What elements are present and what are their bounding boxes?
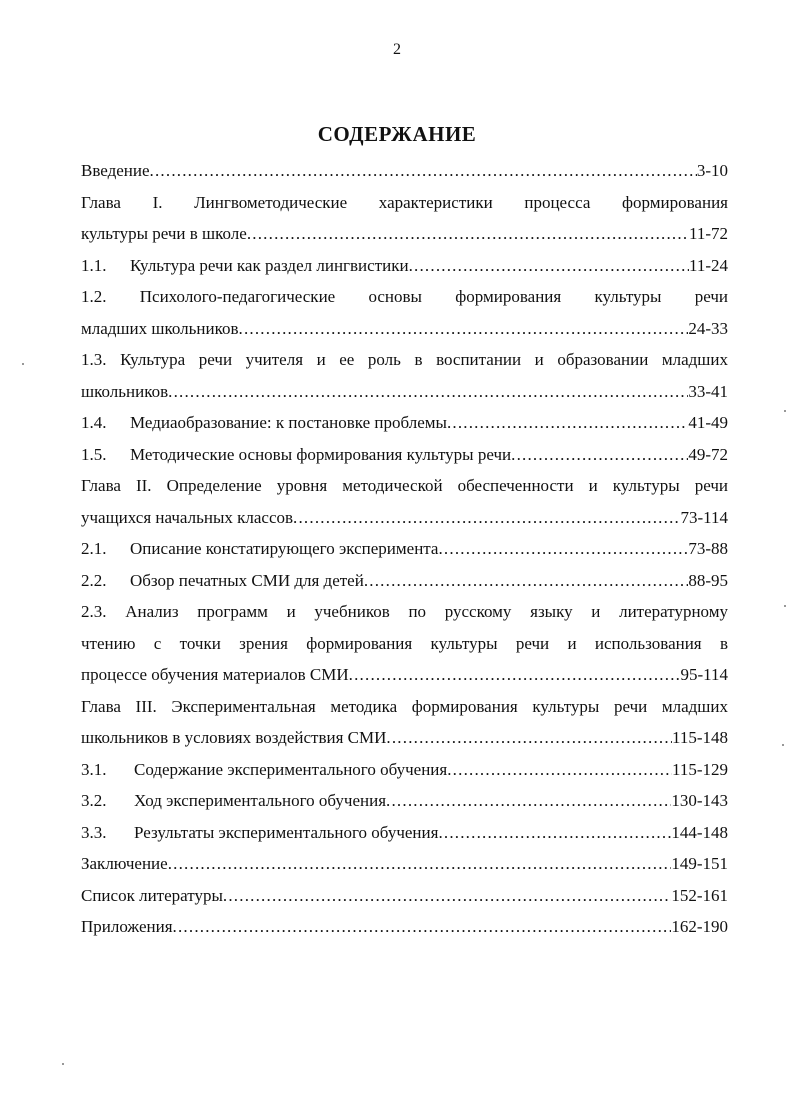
toc-entry[interactable] (81, 817, 728, 849)
dot-leader (239, 313, 689, 345)
toc-entry-pages: 149-151 (671, 854, 728, 873)
toc-entry-line[interactable]: Глава I. Лингвометодические характеристики процесса формирования (81, 192, 728, 212)
toc-entry[interactable] (81, 754, 728, 786)
scan-speck (784, 605, 786, 607)
scan-speck (782, 744, 784, 746)
toc-entry-line[interactable] (81, 281, 728, 313)
toc-entry-title: Медиаобразование: к постановке проблемы (130, 413, 447, 432)
toc-entry-pages: 152-161 (671, 885, 728, 905)
toc-entry[interactable] (81, 502, 728, 534)
dot-leader (386, 722, 672, 754)
toc-entry-number: 3.3. (81, 822, 107, 842)
toc-entry[interactable] (81, 848, 728, 880)
dot-leader (511, 439, 688, 471)
toc-entry-title: Заключение (81, 854, 168, 873)
toc-entry[interactable] (81, 659, 728, 691)
toc-entry[interactable] (81, 880, 728, 912)
toc-entry[interactable] (81, 376, 728, 408)
dot-leader (386, 785, 671, 817)
toc-entry-number: 3.1. (81, 759, 107, 779)
toc-entry-pages: 49-72 (688, 444, 728, 464)
toc-entry[interactable] (81, 533, 728, 565)
toc-entry[interactable] (81, 911, 728, 943)
toc-entry-title: Культура речи как раздел лингвистики (130, 255, 409, 275)
dot-leader (364, 565, 689, 597)
toc-entry-pages: 144-148 (671, 822, 728, 842)
toc-entry-pages: 162-190 (671, 917, 728, 936)
toc-entry-pages: 115-129 (671, 759, 728, 779)
toc-entry[interactable] (81, 250, 728, 282)
dot-leader (438, 533, 688, 565)
toc-entry-title: школьников (81, 381, 169, 401)
toc-entry-pages: 115-148 (671, 728, 728, 747)
scan-speck (22, 363, 24, 365)
toc-entry-pages: 73-88 (688, 539, 728, 558)
dot-leader (409, 250, 689, 282)
dot-leader (447, 407, 688, 439)
toc-entry-title: Обзор печатных СМИ для детей (130, 570, 364, 590)
toc-entry-title: Анализ программ и учебников по русскому языку и литературному (125, 602, 728, 621)
toc-entry-title: Содержание экспериментального обучения (134, 759, 448, 779)
toc-entry-pages: 88-95 (688, 570, 728, 590)
dot-leader (349, 659, 681, 691)
toc-entry-title: Список литературы (81, 885, 223, 905)
toc-entry[interactable] (81, 155, 728, 187)
toc-entry-title: Введение (81, 161, 150, 180)
toc-entry-line[interactable] (81, 596, 728, 628)
toc-entry[interactable] (81, 439, 728, 471)
dot-leader (168, 848, 672, 880)
toc-entry-line[interactable]: Глава II. Определение уровня методической обеспеченности и культуры речи (81, 476, 728, 495)
table-of-contents (81, 155, 728, 943)
toc-entry-pages: 95-114 (680, 665, 728, 684)
toc-entry-title: Приложения (81, 917, 173, 936)
toc-entry-title: Методические основы формирования культуры речи (130, 444, 512, 464)
dot-leader (247, 218, 689, 250)
toc-entry-title: младших школьников (81, 318, 239, 338)
toc-entry[interactable] (81, 722, 728, 754)
toc-entry-title: Ход экспериментального обучения (134, 791, 387, 810)
toc-entry-pages: 33-41 (688, 381, 728, 401)
toc-entry[interactable] (81, 565, 728, 597)
toc-entry-pages: 130-143 (671, 791, 728, 810)
dot-leader (223, 880, 671, 912)
toc-entry-pages: 3-10 (696, 161, 728, 180)
toc-entry-number: 1.5. (81, 444, 107, 464)
toc-entry-number: 3.2. (81, 791, 107, 810)
toc-entry-title: Результаты экспериментального обучения (134, 822, 439, 842)
toc-entry-title: Психолого-педагогические основы формирования культуры речи (139, 287, 728, 306)
toc-entry-pages: 11-24 (688, 255, 728, 275)
toc-entry[interactable] (81, 785, 728, 817)
toc-entry-number: 2.2. (81, 570, 107, 590)
toc-entry-pages: 11-72 (688, 224, 728, 243)
toc-entry-title: Культура речи учителя и ее роль в воспитании и образовании младших (120, 350, 728, 369)
toc-entry-number: 2.1. (81, 539, 107, 558)
toc-entry-title: учащихся начальных классов (81, 507, 294, 527)
toc-entry-title: школьников в условиях воздействия СМИ (81, 728, 387, 747)
toc-entry-pages: 73-114 (680, 507, 728, 527)
toc-entry[interactable] (81, 218, 728, 250)
toc-entry-pages: 41-49 (688, 413, 728, 432)
toc-entry-line[interactable]: чтению с точки зрения формирования культуры речи и использования в (81, 633, 728, 653)
dot-leader (293, 502, 680, 534)
page-number: 2 (393, 41, 401, 58)
dot-leader (438, 817, 671, 849)
toc-entry-title: Описание констатирующего эксперимента (130, 539, 439, 558)
toc-entry[interactable] (81, 407, 728, 439)
toc-entry-number: 2.3. (81, 602, 107, 621)
toc-entry-number: 1.4. (81, 413, 107, 432)
scan-speck (62, 1063, 64, 1065)
toc-entry-title: культуры речи в школе (81, 224, 247, 243)
toc-entry-line[interactable] (81, 344, 728, 376)
toc-entry-title: процессе обучения материалов СМИ (81, 665, 349, 684)
toc-entry-number: 1.3. (81, 350, 107, 369)
toc-entry-line[interactable]: Глава III. Экспериментальная методика формирования культуры речи младших (81, 696, 728, 716)
scan-speck (784, 410, 786, 412)
dot-leader (447, 754, 672, 786)
page-title: СОДЕРЖАНИЕ (317, 122, 477, 146)
toc-entry-pages: 24-33 (688, 318, 728, 338)
toc-entry[interactable] (81, 313, 728, 345)
dot-leader (173, 911, 672, 943)
dot-leader (168, 376, 688, 408)
dot-leader (150, 155, 697, 187)
toc-entry-number: 1.1. (81, 255, 107, 275)
toc-entry-number: 1.2. (81, 287, 107, 306)
